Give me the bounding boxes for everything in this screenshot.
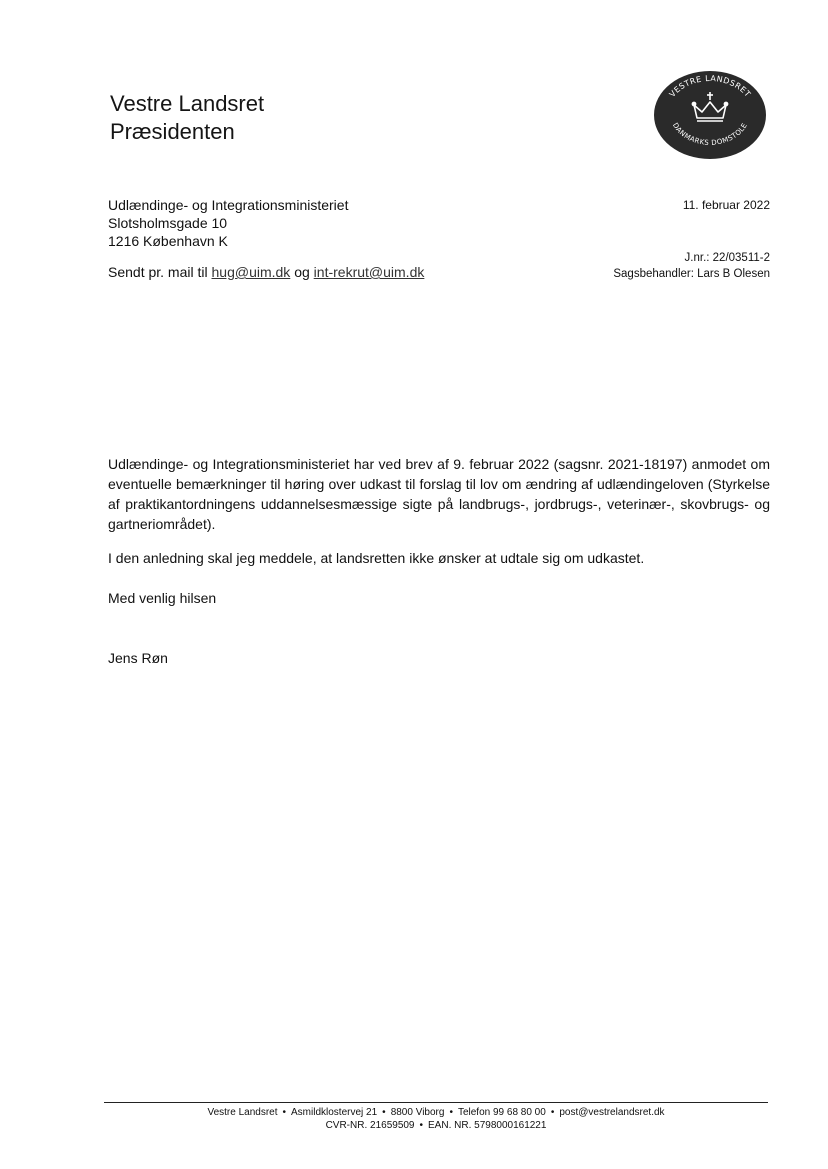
footer-city: 8800 Viborg: [390, 1107, 445, 1118]
body-paragraph-1: Udlændinge- og Integrationsministeriet har ved brev af 9. februar 2022 (sagsnr. 2021-18197) anmodet om eventuelle bemærkninger til høring over udkast til forslag til lov om ændring af udlændingeloven (Styrkelse af praktikantordningens uddannelsesmæssige sigte på landbrugs-, jordbrugs-, veterinær-, skovbrugs- og gartneriområdet).: [108, 456, 770, 532]
footer-cvr: CVR-NR. 21659509: [325, 1120, 415, 1131]
reference-block: [613, 250, 770, 282]
court-seal-logo: [653, 70, 767, 160]
footer-phone: Telefon 99 68 80 00: [457, 1107, 546, 1118]
footer-divider: [104, 1102, 768, 1103]
case-handler: Sagsbehandler: Lars B Olesen: [613, 268, 770, 280]
footer-registration-line: CVR-NR. 21659509 • EAN. NR. 5798000161221: [325, 1120, 547, 1131]
footer-street: Asmildklostervej 21: [291, 1107, 378, 1118]
recipient-city: 1216 København K: [108, 233, 228, 249]
email-link-int-rekrut[interactable]: int-rekrut@uim.dk: [313, 264, 425, 280]
recipient-street: Slotsholmsgade 10: [108, 215, 228, 231]
sent-via-line: [108, 264, 424, 280]
signature-name: Jens Røn: [108, 650, 168, 666]
footer-contact-line: Vestre Landsret • Asmildklostervej 21 • 8800 Viborg • Telefon 99 68 80 00 • post@vestrelandsret.dk: [207, 1107, 665, 1118]
sender-name: Vestre Landsret: [110, 91, 265, 116]
sender-heading: [110, 90, 264, 146]
letter-date: 11. februar 2022: [682, 198, 770, 212]
recipient-org: Udlændinge- og Integrationsministeriet: [108, 197, 349, 213]
email-link-hug[interactable]: hug@uim.dk: [211, 264, 291, 280]
recipient-address: [108, 196, 348, 250]
closing-greeting: Med venlig hilsen: [108, 590, 217, 606]
footer-court-name: Vestre Landsret: [207, 1107, 278, 1118]
footer: [104, 1106, 768, 1132]
sender-office: Præsidenten: [110, 119, 235, 144]
seal-bottom-text: DANMARKS DOMSTOLE: [670, 121, 750, 147]
seal-top-text: VESTRE LANDSRET: [667, 73, 753, 100]
footer-ean: EAN. NR. 5798000161221: [428, 1120, 547, 1131]
sent-prefix: Sendt pr. mail til: [108, 264, 208, 280]
body-paragraph-2: I den anledning skal jeg meddele, at landsretten ikke ønsker at udtale sig om udkastet.: [108, 550, 645, 566]
footer-email: post@vestrelandsret.dk: [559, 1107, 665, 1118]
journal-number: J.nr.: 22/03511-2: [684, 252, 770, 264]
sent-conjunction: og: [294, 264, 310, 280]
